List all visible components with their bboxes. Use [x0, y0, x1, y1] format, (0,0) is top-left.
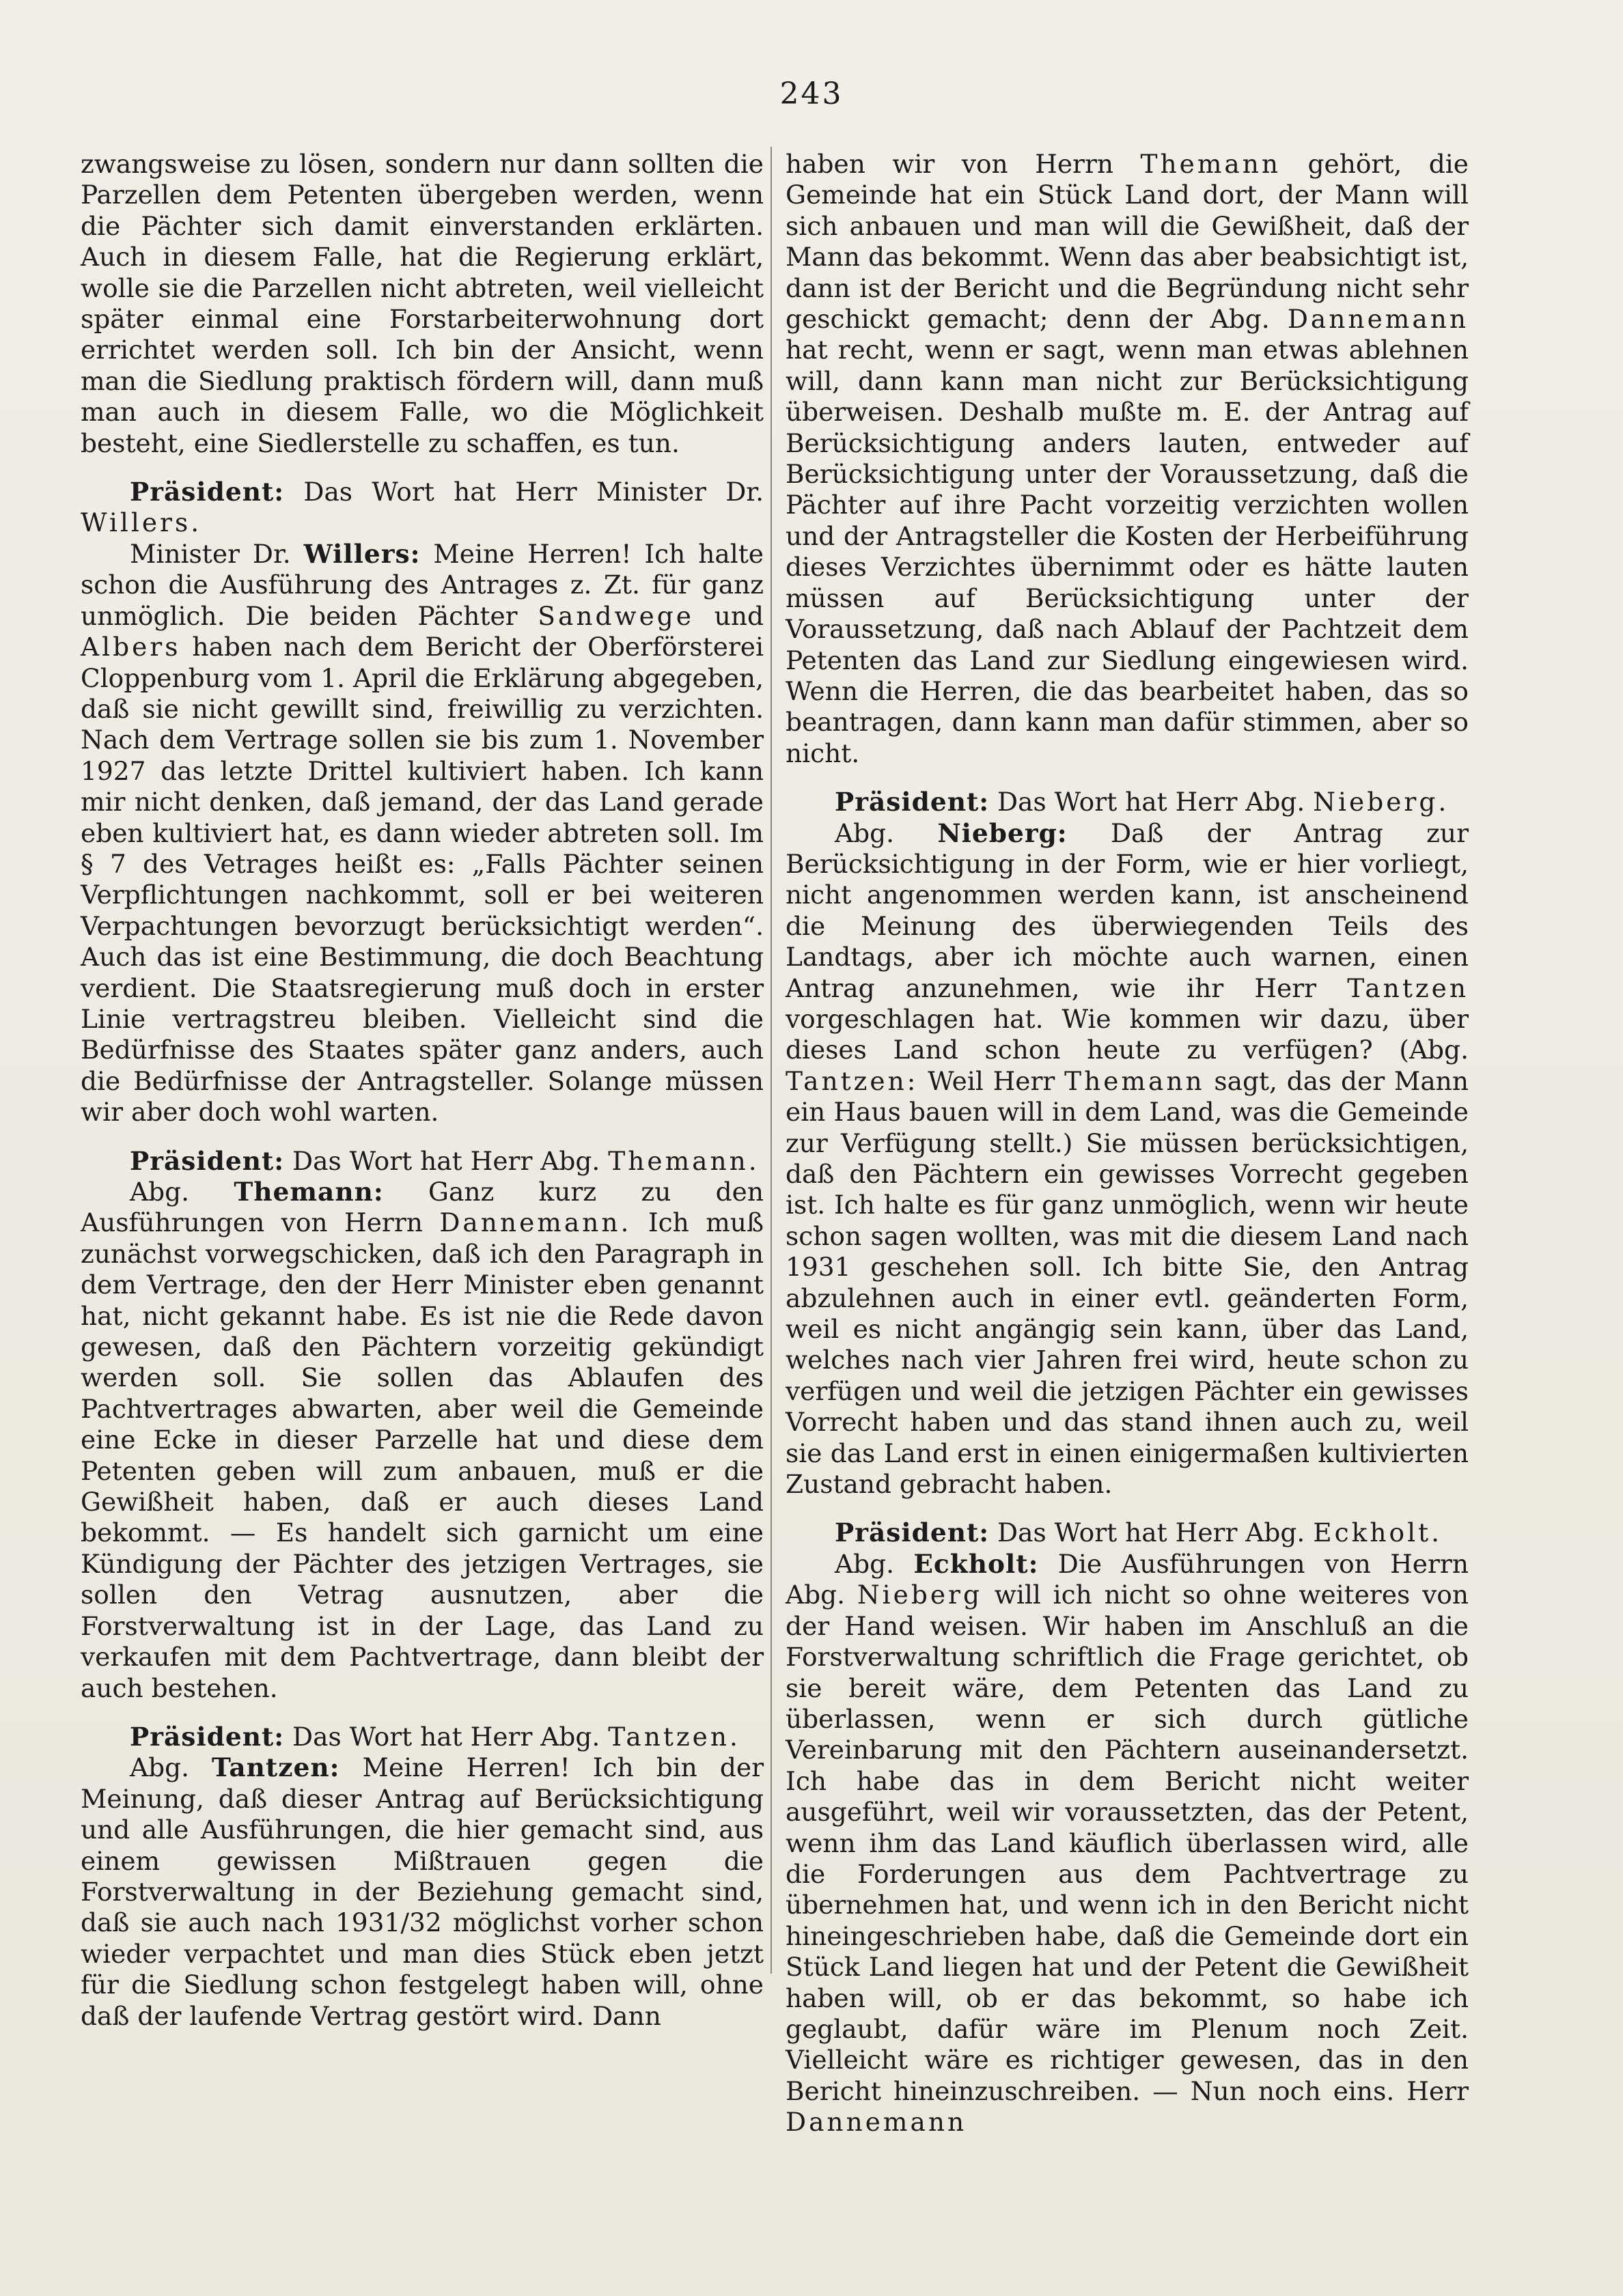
speaker-label: Willers: — [303, 538, 421, 569]
speaker-label: Präsident: — [835, 787, 990, 817]
speaker-name: Themann. — [608, 1145, 760, 1176]
paragraph-text: Ich muß zunächst vorwegschicken, daß ich den Paragraph in dem Vertrage, den der Herr Minister eben genannt hat, nicht gekannt habe. Es ist nie die Rede davon gewesen, daß den Pächtern vorzeitig gekündigt werden soll. Sie sollen das Ablaufen des Pachtvertrages abwarten, aber weil die Gemeinde eine Ecke in dieser Parzelle hat und diese dem Petenten geben will zum anbauen, muß er die Gewißheit haben, daß er auch dieses Land bekommt. — Es handelt sich garnicht um eine Kündigung der Pächter des jetzigen Vertrages, sie sollen den Vetrag ausnutzen, aber die Forstverwaltung ist in der Lage, das Land zu verkaufen mit dem Pachtvertrage, dann bleibt der auch bestehen. — [81, 1207, 764, 1703]
person-name: Tantzen: — [786, 1065, 919, 1096]
speaker-title: Minister Dr. — [130, 538, 304, 569]
left-column — [81, 149, 764, 2032]
paragraph — [786, 1549, 1469, 2138]
paragraph — [786, 1517, 1469, 1548]
paragraph-text: gehört, die Gemeinde hat ein Stück Land dort, der Mann will sich anbauen und man will die Gewißheit, daß der Mann das bekommt. Wenn das aber beabsichtigt ist, dann ist der Bericht und die Begründung nicht sehr geschickt gemacht; denn der Abg. — [786, 149, 1469, 335]
speaker-name: Nieberg. — [1313, 787, 1449, 817]
paragraph-text: vorgeschlagen hat. Wie kommen wir dazu, über dieses Land schon heute zu verfügen? (Abg. — [786, 1003, 1469, 1065]
speaker-label: Eckholt: — [913, 1548, 1039, 1579]
person-name: Themann — [1140, 149, 1281, 179]
paragraph-text: Das Wort hat Herr Minister Dr. — [284, 477, 764, 507]
paragraph-text: Weil Herr — [918, 1065, 1065, 1096]
speaker-name: Willers. — [81, 507, 202, 538]
paragraph — [786, 818, 1469, 1500]
paragraph-text: sagt, das der Mann ein Haus bauen will in dem Land, was die Gemeinde zur Verfügung stellt.) Sie müssen berücksichtigen, daß den Pächtern ein gewisses Vorrecht gegeben ist. Ich halte es für ganz unmöglich, wenn wir heute schon sagen wollten, was mit die diesem Land nach 1931 geschehen soll. Ich bitte Sie, den Antrag abzulehnen auch in einer evtl. geänderten Form, weil es nicht angängig sein kann, über das Land, welches nach vier Jahren frei wird, heute schon zu verfügen und weil die jetzigen Pächter ein gewisses Vorrecht haben und das stand ihnen auch zu, weil sie das Land erst in einen einigermaßen kultivierten Zustand gebracht haben. — [786, 1065, 1469, 1500]
speaker-name: Tantzen. — [608, 1721, 740, 1752]
paragraph-text: will ich nicht so ohne weiteres von der Hand weisen. Wir haben im Anschluß an die Forstverwaltung schriftlich die Frage gerichtet, ob sie bereit wäre, dem Petenten das Land zu überlassen, wenn er sich durch gütliche Vereinbarung mit den Pächtern auseinandersetzt. Ich habe das in dem Bericht nicht weiter ausgeführt, weil wir voraussetzten, das der Petent, wenn ihm das Land käuflich überlassen wird, alle die Forderungen aus dem Pachtvertrage zu übernehmen hat, und wenn ich in den Bericht nicht hineingeschrieben habe, daß die Gemeinde dort ein Stück Land liegen hat und der Petent die Gewißheit haben will, ob er das bekommt, so habe ich geglaubt, dafür wäre im Plenum noch Zeit. Vielleicht wäre es richtiger gewesen, das in den Bericht hineinzuschreiben. — Nun noch eins. Herr — [786, 1580, 1469, 2106]
person-name: Albers — [81, 632, 181, 662]
paragraph — [81, 149, 764, 459]
speaker-title: Abg. — [835, 817, 938, 848]
paragraph — [786, 149, 1469, 769]
speaker-label: Präsident: — [835, 1517, 990, 1548]
speaker-title: Abg. — [130, 1177, 234, 1207]
paragraph-text: zwangsweise zu lösen, sondern nur dann sollten die Parzellen dem Petenten übergeben werden, wenn die Pächter sich damit einverstanden erklärten. Auch in diesem Falle, hat die Regierung erklärt, wolle sie die Parzellen nicht abtreten, weil vielleicht später einmal eine Forstarbeiterwohnung dort errichtet werden soll. Ich bin der Ansicht, wenn man die Siedlung praktisch fördern will, dann muß man auch in diesem Falle, wo die Möglichkeit besteht, eine Siedlerstelle zu schaffen, es tun. — [81, 149, 764, 458]
paragraph-text: Ganz kurz zu den Ausführungen von Herrn — [81, 1177, 764, 1238]
person-name: Sandwege — [538, 600, 694, 631]
paragraph — [81, 1722, 764, 1752]
paragraph — [81, 1177, 764, 1704]
speaker-title: Abg. — [835, 1548, 914, 1579]
speaker-label: Präsident: — [130, 1721, 285, 1752]
person-name: Themann — [1064, 1065, 1205, 1096]
paragraph — [81, 1752, 764, 2032]
person-name: Dannemann. — [439, 1207, 632, 1238]
paragraph-text: Das Wort hat Herr Abg. — [989, 787, 1314, 817]
paragraph-text: Meine Herren! Ich halte schon die Ausführung des Antrages z. Zt. für ganz unmöglich. Die beiden Pächter — [81, 538, 764, 631]
speaker-label: Präsident: — [130, 1145, 285, 1176]
paragraph-text: Das Wort hat Herr Abg. — [284, 1145, 609, 1176]
paragraph — [81, 477, 764, 539]
speaker-label: Präsident: — [130, 477, 285, 507]
speaker-label: Nieberg: — [937, 817, 1068, 848]
paragraph — [786, 787, 1469, 817]
paragraph-text: und — [694, 600, 764, 631]
paragraph — [81, 1146, 764, 1177]
column-divider — [771, 147, 772, 1974]
paragraph — [81, 539, 764, 1128]
person-name: Dannemann — [1287, 304, 1469, 335]
paragraph-text: haben wir von Herrn — [786, 149, 1141, 179]
right-column — [786, 149, 1469, 2138]
paragraph-text: haben nach dem Bericht der Oberförsterei Cloppenburg vom 1. April die Erklärung abgegeben, daß sie nicht gewillt sind, freiwillig zu verzichten. Nach dem Vertrage sollen sie bis zum 1. November 1927 das letzte Drittel kultiviert haben. Ich kann mir nicht denken, daß jemand, der das Land gerade eben kultiviert hat, es dann wieder abtreten soll. Im § 7 des Vetrages heißt es: „Falls Pächter seinen Verpflichtungen nachkommt, soll er bei weiteren Verpachtungen bevorzugt berücksichtigt werden“. Auch das ist eine Bestimmung, die doch Beachtung verdient. Die Staatsregierung muß doch in erster Linie vertragstreu bleiben. Vielleicht sind die Bedürfnisse des Staates später ganz anders, auch die Bedürfnisse der Antragsteller. Solange müssen wir aber doch wohl warten. — [81, 632, 764, 1128]
speaker-label: Themann: — [234, 1177, 384, 1207]
paragraph-text: Daß der Antrag zur Berücksichtigung in der Form, wie er hier vorliegt, nicht angenommen werden kann, ist anscheinend die Meinung des überwiegenden Teils des Landtags, aber ich möchte auch warnen, einen Antrag anzunehmen, wie ihr Herr — [786, 817, 1469, 1003]
person-name: Dannemann — [786, 2107, 967, 2138]
paragraph-text: Die Ausführungen von Herrn Abg. — [786, 1548, 1469, 1610]
paragraph-text: Das Wort hat Herr Abg. — [989, 1517, 1314, 1548]
page-number: 243 — [779, 76, 844, 111]
paragraph-text: Meine Herren! Ich bin der Meinung, daß dieser Antrag auf Berücksichtigung und alle Ausführungen, die hier gemacht sind, aus einem gewissen Mißtrauen gegen die Forstverwaltung in der Beziehung gemacht sind, daß sie auch nach 1931/32 möglichst vorher schon wieder verpachtet und man dies Stück eben jetzt für die Siedlung schon festgelegt haben will, ohne daß der laufende Vertrag gestört wird. Dann — [81, 1752, 764, 2031]
speaker-label: Tantzen: — [212, 1752, 340, 1783]
speaker-name: Eckholt. — [1313, 1517, 1443, 1548]
paragraph-text: hat recht, wenn er sagt, wenn man etwas ablehnen will, dann kann man nicht zur Berücksichtigung überweisen. Deshalb mußte m. E. der Antrag auf Berücksichtigung anders lauten, entweder auf Berücksichtigung unter der Voraussetzung, daß die Pächter auf ihre Pacht vorzeitig verzichten wollen und der Antragsteller die Kosten der Herbeiführung dieses Verzichtes übernimmt oder es hätte lauten müssen auf Berücksichtigung unter der Voraussetzung, daß nach Ablauf der Pachtzeit dem Petenten das Land zur Siedlung eingewiesen wird. Wenn die Herren, die das bearbeitet haben, das so beantragen, dann kann man dafür stimmen, aber so nicht. — [786, 335, 1469, 768]
speaker-title: Abg. — [130, 1752, 212, 1783]
person-name: Nieberg — [857, 1580, 982, 1610]
paragraph-text: Das Wort hat Herr Abg. — [284, 1721, 609, 1752]
person-name: Tantzen — [1347, 972, 1469, 1003]
